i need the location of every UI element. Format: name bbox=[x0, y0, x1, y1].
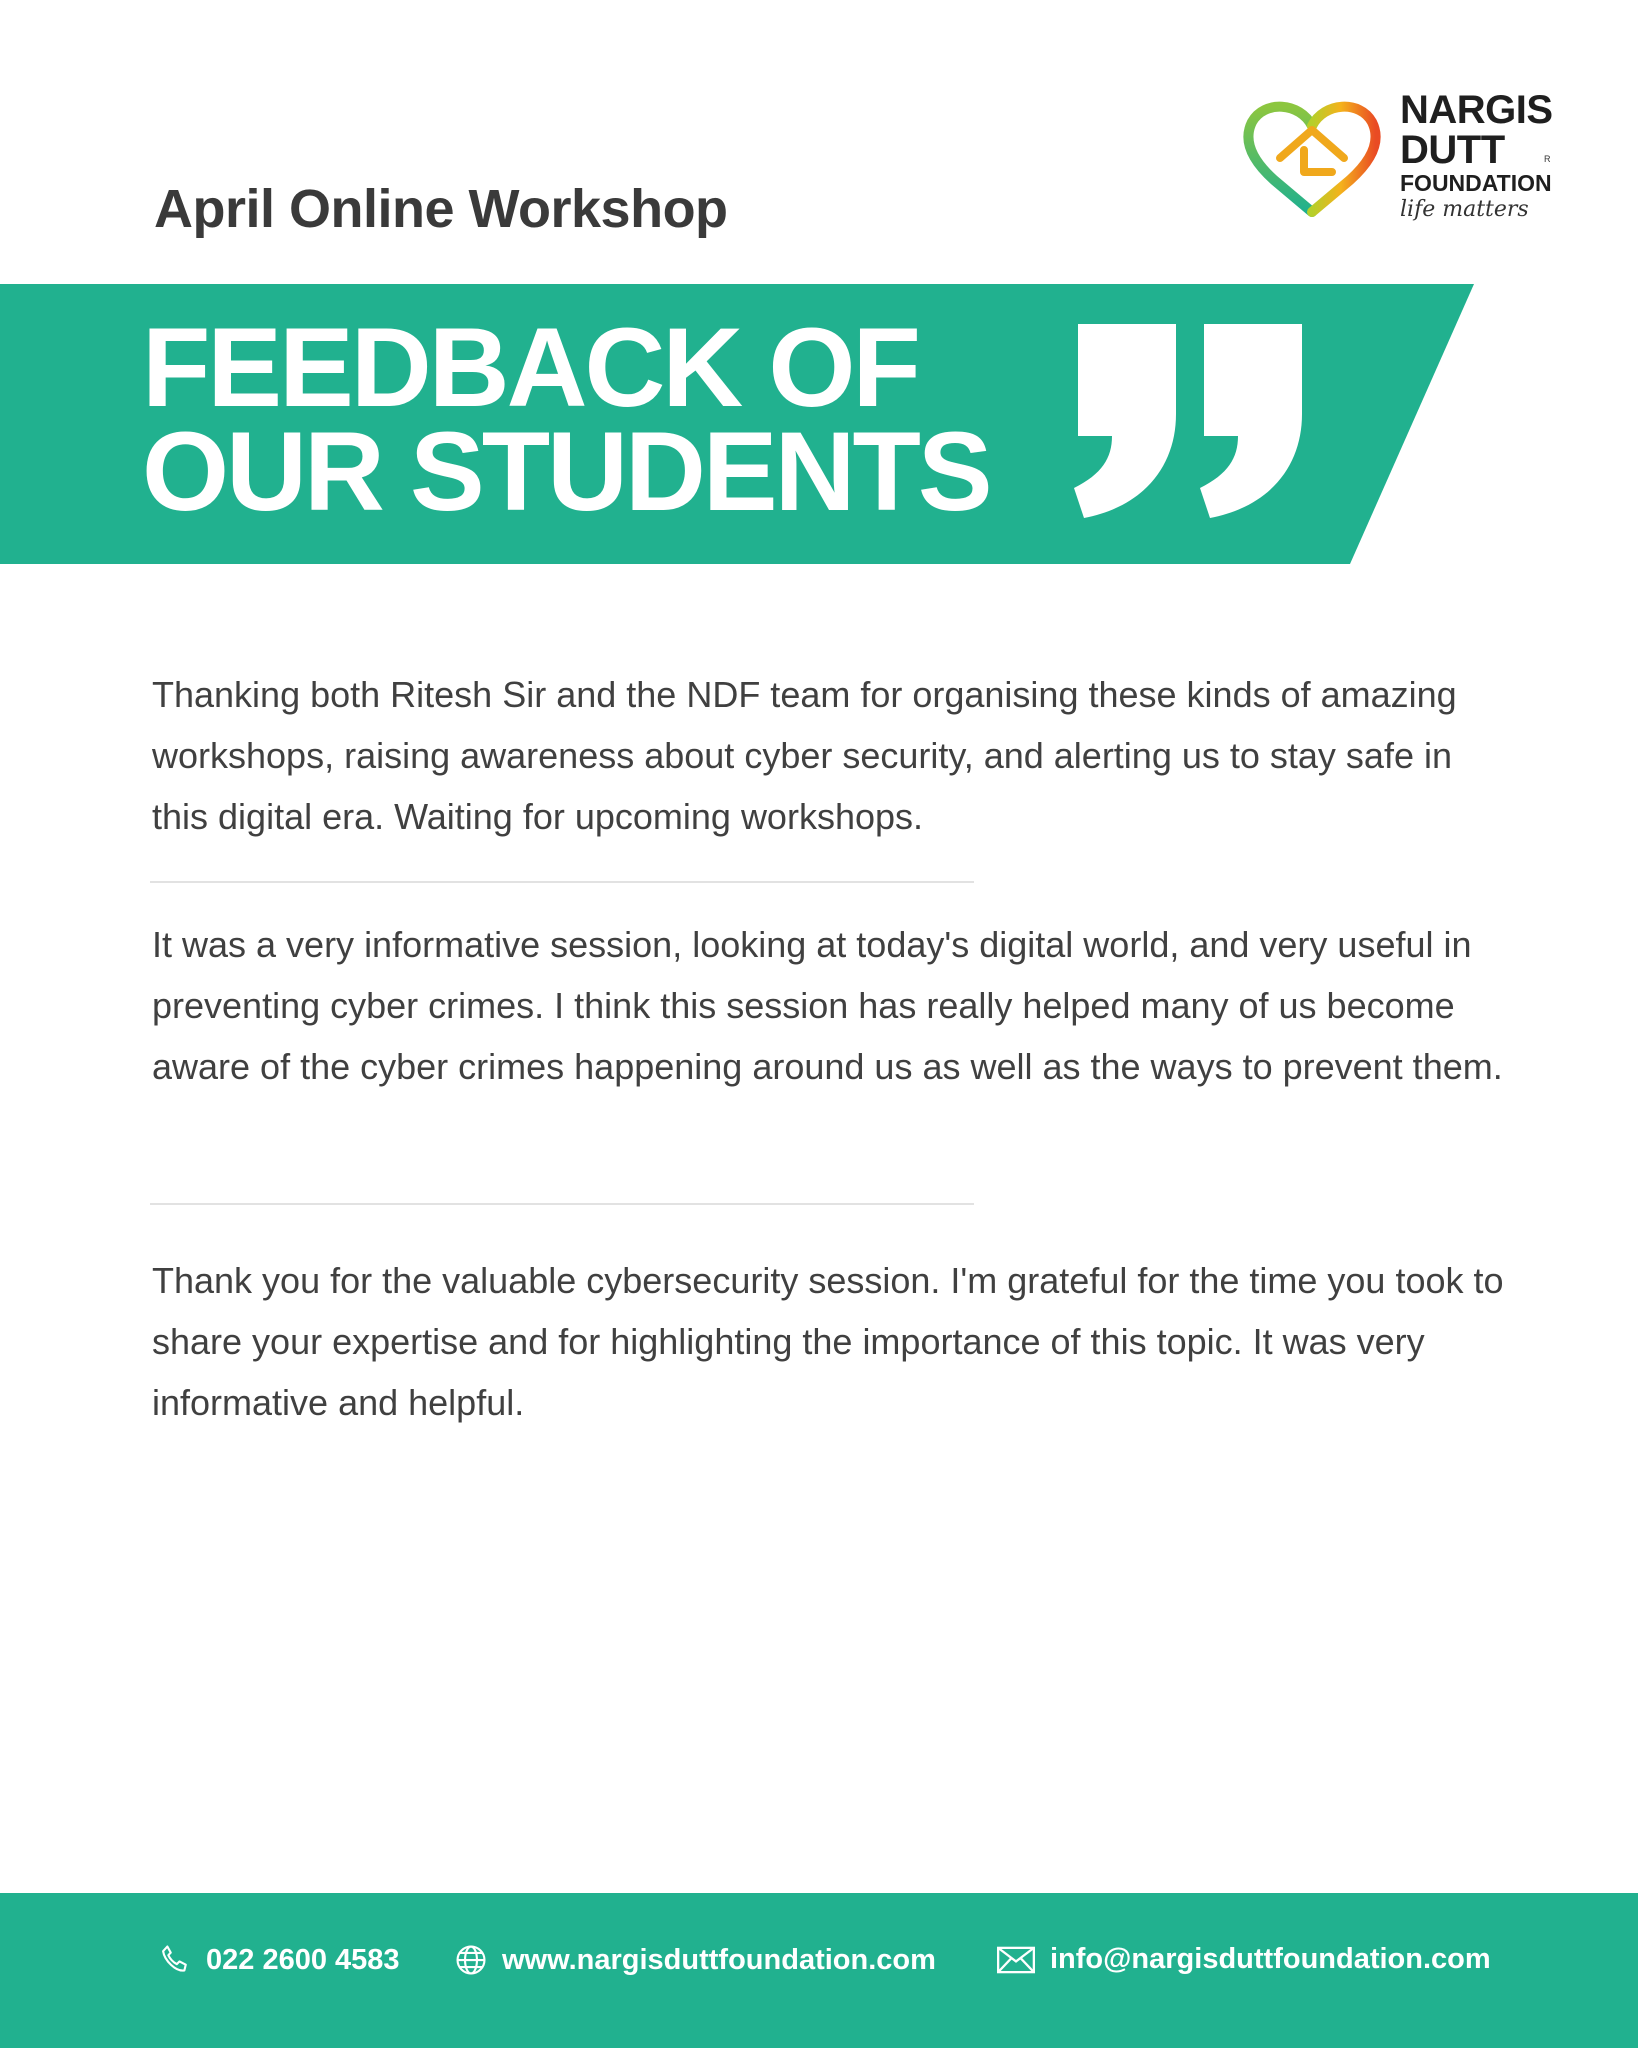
email-contact[interactable] bbox=[996, 1943, 1491, 1976]
mail-icon bbox=[996, 1945, 1036, 1975]
logo-name-line2: DUTT bbox=[1400, 128, 1505, 172]
workshop-subtitle: April Online Workshop bbox=[154, 179, 728, 239]
logo-name-line1: NARGIS bbox=[1400, 88, 1553, 132]
feedback-item-1: Thanking both Ritesh Sir and the NDF team for organising these kinds of amazing workshops, raising awareness about cyber security, and alerting us to stay safe in this digital era. Waiting for upcoming workshops. bbox=[152, 674, 1457, 837]
website-link[interactable]: www.nargisduttfoundation.com bbox=[502, 1943, 936, 1976]
feedback-divider-1 bbox=[150, 881, 974, 883]
feedback-banner bbox=[0, 284, 1480, 564]
phone-contact[interactable] bbox=[158, 1943, 400, 1977]
logo-name-line3: FOUNDATION bbox=[1400, 170, 1552, 196]
email-link[interactable]: info@nargisduttfoundation.com bbox=[1050, 1943, 1491, 1975]
heart-logo-icon bbox=[1240, 88, 1390, 218]
banner-title bbox=[142, 305, 990, 534]
feedback-item-2: It was a very informative session, looking at today's digital world, and very useful in preventing cyber crimes. I think this session has really helped many of us become aware of the cyber crimes happening around us as well as the ways to prevent them. bbox=[152, 924, 1503, 1087]
phone-number: 022 2600 4583 bbox=[206, 1943, 400, 1976]
globe-icon bbox=[454, 1943, 488, 1977]
closing-quote-icon bbox=[1068, 324, 1318, 524]
registered-mark: R bbox=[1544, 154, 1551, 164]
website-contact[interactable] bbox=[454, 1943, 936, 1977]
contact-footer bbox=[0, 1893, 1638, 2048]
banner-title-line2: OUR STUDENTS bbox=[142, 409, 990, 534]
feedback-divider-2 bbox=[150, 1203, 974, 1205]
logo-tagline: life matters bbox=[1400, 197, 1529, 222]
feedback-item-3: Thank you for the valuable cybersecurity session. I'm grateful for the time you took to share your expertise and for highlighting the importance of this topic. It was very informative and helpful. bbox=[152, 1260, 1504, 1423]
foundation-logo bbox=[1240, 88, 1560, 228]
banner-title-line1: FEEDBACK OF bbox=[142, 305, 918, 430]
phone-icon bbox=[158, 1943, 192, 1977]
